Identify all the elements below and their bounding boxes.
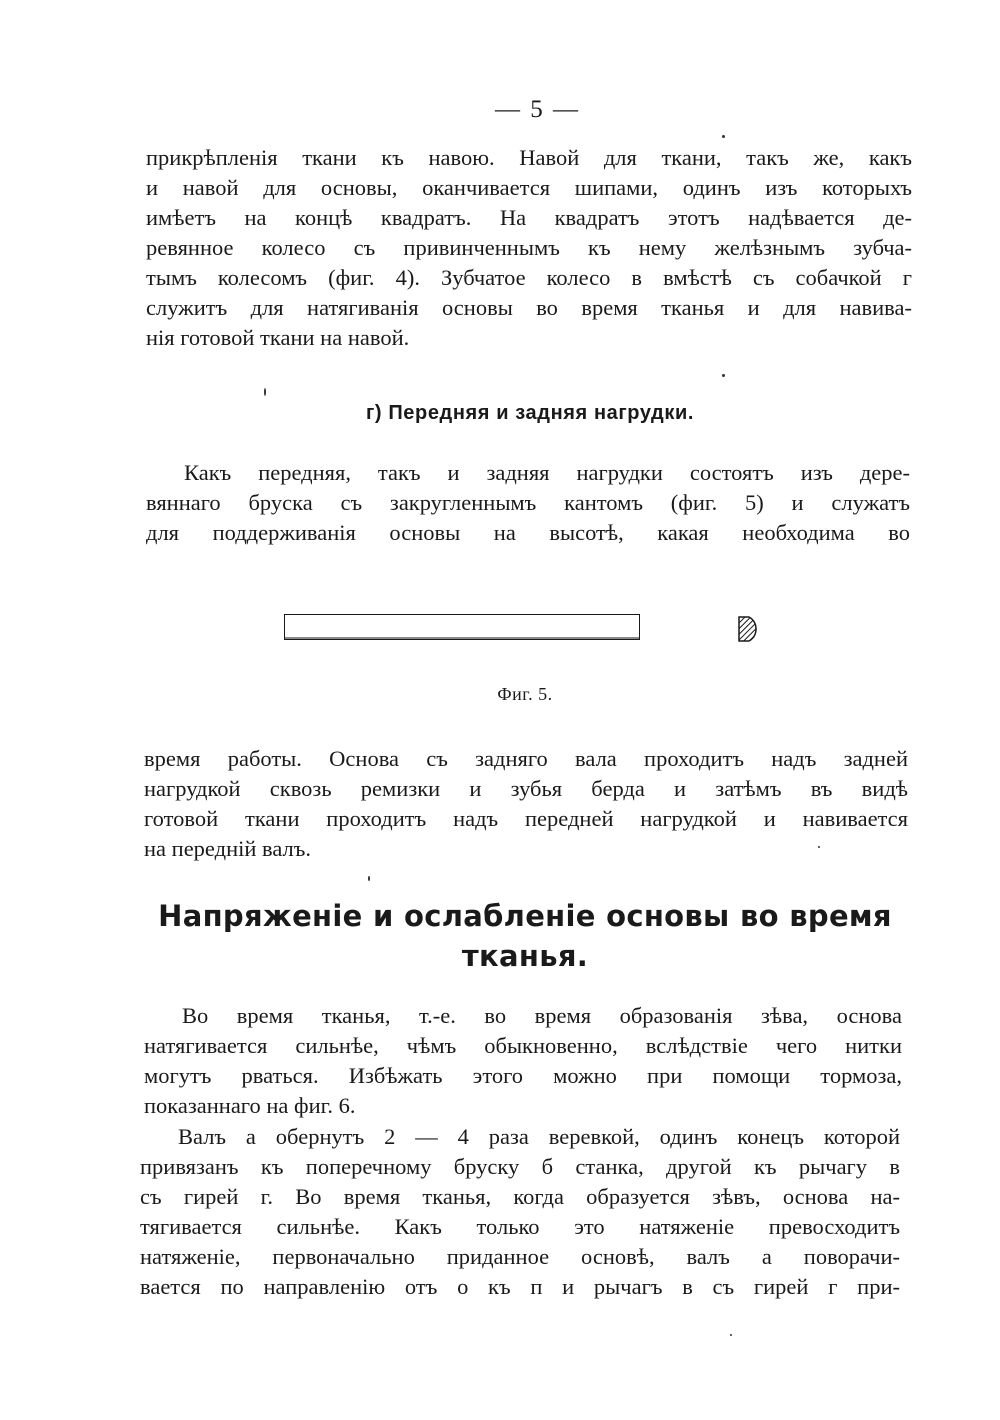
print-speck (730, 1334, 732, 1336)
text-line: время работы. Основа съ задняго вала проходитъ надъ задней (144, 746, 908, 771)
text-line: готовой ткани проходитъ надъ передней нагрудкой и навивается (144, 806, 908, 831)
text-line: на передній валъ. (144, 836, 312, 861)
text-line: привязанъ къ поперечному бруску б станка, другой къ рычагу в (140, 1154, 900, 1179)
print-speck (264, 388, 266, 396)
print-speck (368, 876, 370, 881)
paragraph-5 (140, 1122, 900, 1302)
text-line: могутъ рваться. Избѣжать этого можно при помощи тормоза, (144, 1063, 902, 1088)
text-line: съ гирей г. Во время тканья, когда образуется зѣвъ, основа на- (140, 1184, 900, 1209)
figure-5 (0, 600, 1000, 710)
text-line: нія готовой ткани на навой. (146, 325, 410, 350)
print-speck (722, 374, 725, 377)
text-line: тягивается сильнѣе. Какъ только это натяженіе превосходитъ (140, 1214, 900, 1239)
text-line: вается по направленію отъ о къ п и рычагъ в съ гирей г при- (140, 1274, 900, 1299)
section-heading (0, 896, 1000, 976)
paragraph-2 (146, 458, 910, 548)
print-speck (722, 135, 725, 138)
paragraph-4 (144, 1001, 902, 1121)
heading-line: тканья. (461, 939, 589, 973)
print-speck (818, 846, 820, 848)
page-number: — 5 — (495, 96, 580, 123)
section-subheading: г) Передняя и задняя нагрудки. (365, 402, 695, 424)
text-line: Валъ а обернутъ 2 — 4 раза веревкой, одинъ конецъ которой (178, 1124, 900, 1149)
text-line: натяженіе, первоначально приданное основѣ, валъ а поворачи- (140, 1244, 900, 1269)
text-line: ревянное колесо съ привинченнымъ къ нему желѣзнымъ зубча- (146, 235, 912, 260)
text-line: показаннаго на фиг. 6. (144, 1093, 356, 1118)
text-line: вяннаго бруска съ закругленнымъ кантомъ (фиг. 5) и служатъ (146, 490, 910, 515)
text-line: имѣетъ на концѣ квадратъ. На квадратъ этотъ надѣвается де- (146, 205, 912, 230)
text-line: Какъ передняя, такъ и задняя нагрудки состоятъ изъ дере- (184, 460, 910, 485)
heading-line: Напряженіе и ослабленіе основы во время (158, 899, 892, 933)
text-line: прикрѣпленія ткани къ навою. Навой для ткани, такъ же, какъ (146, 145, 912, 170)
text-line: натягивается сильнѣе, чѣмъ обыкновенно, вслѣдствіе чего нитки (144, 1033, 902, 1058)
bar-cross-section-illustration (736, 614, 758, 644)
text-line: Во время тканья, т.-е. во время образованія зѣва, основа (182, 1003, 902, 1028)
bar-side-view-illustration (284, 614, 640, 640)
paragraph-1 (146, 143, 912, 353)
paragraph-3 (144, 744, 908, 864)
figure-caption: Фиг. 5. (497, 684, 553, 704)
text-line: и навой для основы, оканчивается шипами, одинъ изъ которыхъ (146, 175, 912, 200)
text-line: нагрудкой сквозь ремизки и зубья берда и затѣмъ въ видѣ (144, 776, 908, 801)
text-line: тымъ колесомъ (фиг. 4). Зубчатое колесо в вмѣстѣ съ собачкой г (146, 265, 912, 290)
text-line: для поддерживанія основы на высотѣ, какая необходима во (146, 520, 910, 545)
text-line: служитъ для натягиванія основы во время тканья и для навива- (146, 295, 912, 320)
